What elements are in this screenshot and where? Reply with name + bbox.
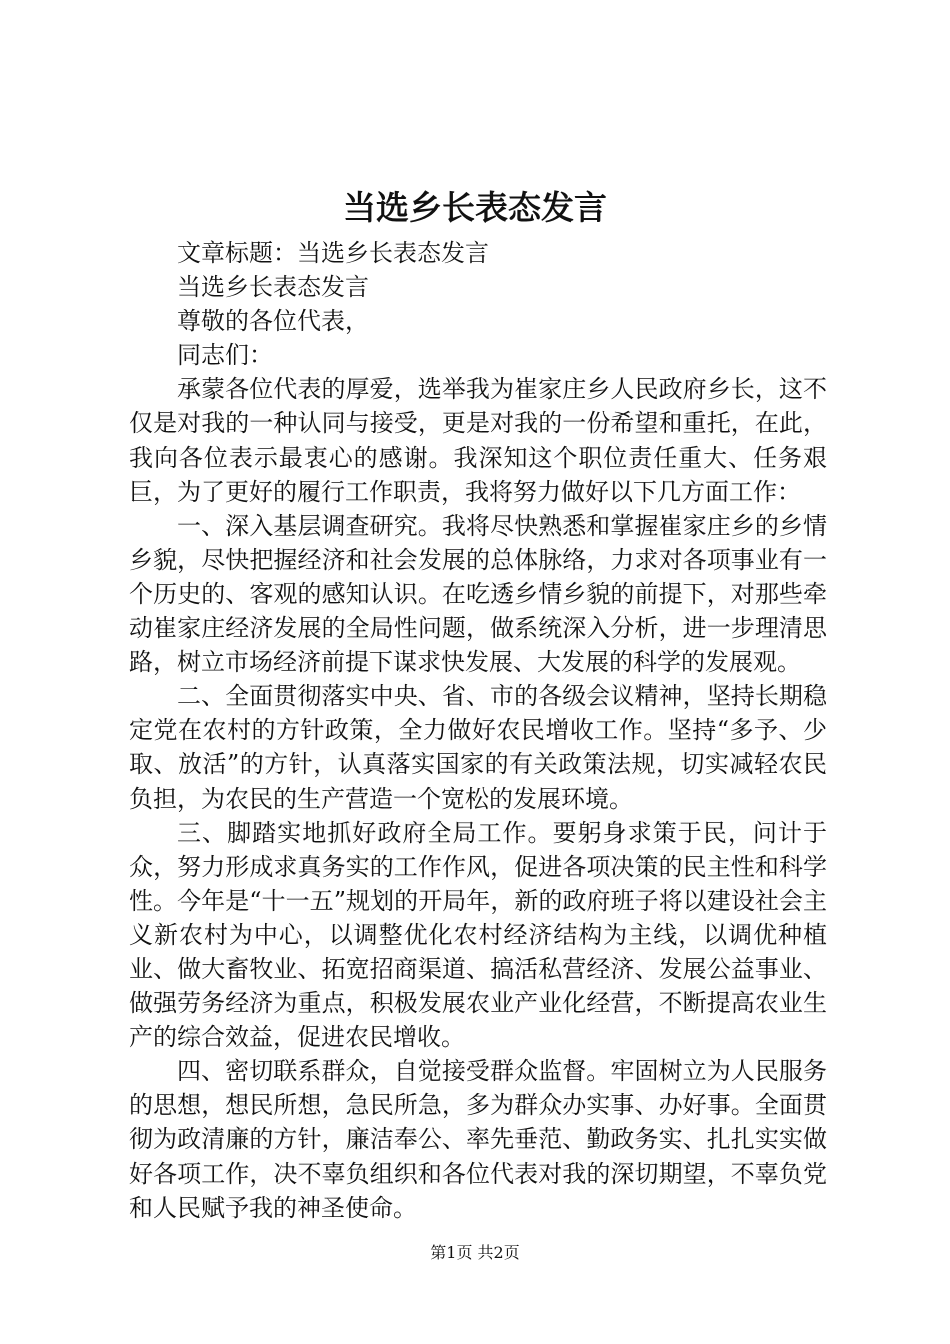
paragraph-point-2: 二、全面贯彻落实中央、省、市的各级会议精神，坚持长期稳定党在农村的方针政策，全力做好农民增收工作。坚持“多予、少取、放活”的方针，认真落实国家的有关政策法规，切实减轻农民负担，为农民的生产营造一个宽松的发展环境。 (129, 682, 827, 813)
document-title: 当选乡长表态发言 (343, 188, 607, 227)
page-footer: 第1页 共2页 (430, 1243, 520, 1262)
paragraph-point-1: 一、深入基层调查研究。我将尽快熟悉和掌握崔家庄乡的乡情乡貌，尽快把握经济和社会发展的总体脉络，力求对各项事业有一个历史的、客观的感知认识。在吃透乡情乡貌的前提下，对那些牵动崔家庄经济发展的全局性问题，做系统深入分析，进一步理清思路，树立市场经济前提下谋求快发展、大发展的科学的发展观。 (129, 511, 827, 677)
document-body (129, 236, 827, 1225)
paragraph-point-3: 三、脚踏实地抓好政府全局工作。要躬身求策于民，问计于众，努力形成求真务实的工作作风，促进各项决策的民主性和科学性。今年是“十一五”规划的开局年，新的政府班子将以建设社会主义新农村为中心，以调整优化农村经济结构为主线，以调优种植业、做大畜牧业、拓宽招商渠道、搞活私营经济、发展公益事业、做强劳务经济为重点，积极发展农业产业化经营，不断提高农业生产的综合效益，促进农民增收。 (129, 818, 827, 1052)
paragraph-article-title: 文章标题：当选乡长表态发言 (177, 239, 489, 267)
paragraph-heading: 当选乡长表态发言 (177, 273, 369, 302)
paragraph-intro: 承蒙各位代表的厚爱，选举我为崔家庄乡人民政府乡长，这不仅是对我的一种认同与接受，更是对我的一份希望和重托，在此，我向各位表示最衷心的感谢。我深知这个职位责任重大、任务艰巨，为了更好的履行工作职责，我将努力做好以下几方面工作： (129, 375, 827, 506)
paragraph-salutation-comrades: 同志们： (177, 341, 273, 370)
paragraph-salutation: 尊敬的各位代表， (177, 307, 369, 336)
paragraph-point-4: 四、密切联系群众，自觉接受群众监督。牢固树立为人民服务的思想，想民所想，急民所急，多为群众办实事、办好事。全面贯彻为政清廉的方针，廉洁奉公、率先垂范、勤政务实、扎扎实实做好各项工作，决不辜负组织和各位代表对我的深切期望，不辜负党和人民赋予我的神圣使命。 (129, 1057, 827, 1222)
